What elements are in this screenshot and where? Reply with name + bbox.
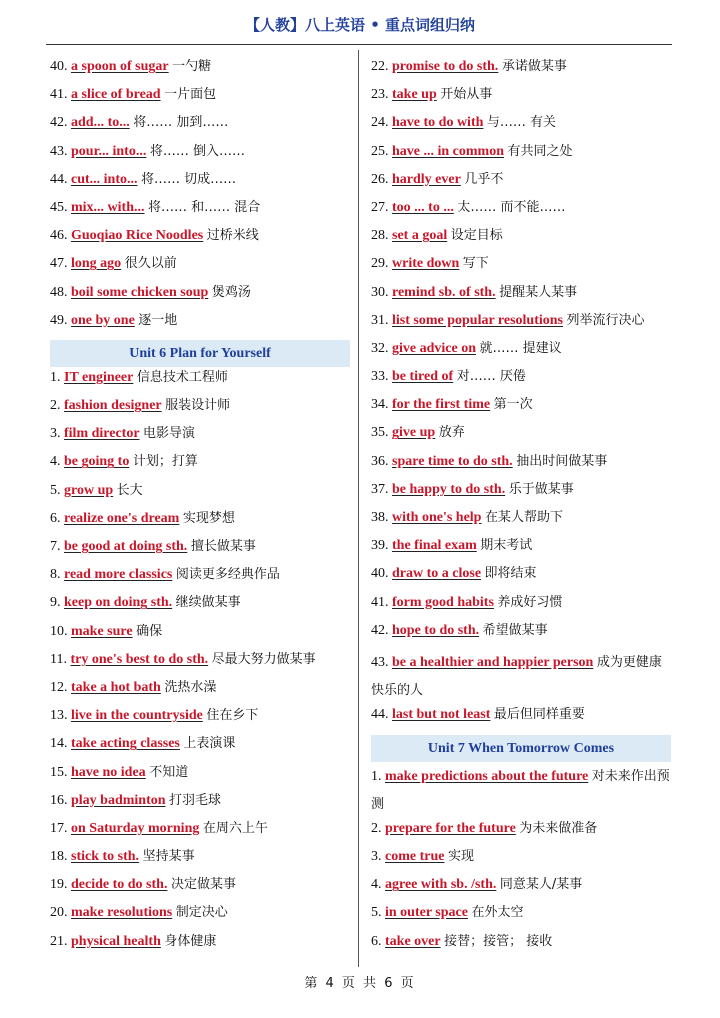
phrase-entry	[371, 339, 671, 367]
entry-number: 24.	[371, 115, 392, 131]
english-phrase: stick to sth.	[71, 849, 140, 865]
chinese-meaning: 将…… 倒入……	[149, 143, 245, 159]
entry-number: 10.	[50, 623, 71, 639]
chinese-meaning: 列举流行决心	[566, 312, 645, 328]
entry-number: 42.	[50, 115, 71, 131]
phrase-entry	[371, 57, 671, 85]
entry-number: 6.	[50, 510, 64, 526]
header-rule	[46, 44, 672, 45]
english-phrase: for the first time	[392, 397, 491, 413]
english-phrase: spare time to do sth.	[392, 453, 513, 469]
chinese-meaning: 逐一地	[138, 312, 178, 328]
chinese-meaning: 一勺糖	[172, 59, 212, 74]
phrase-entry	[50, 113, 350, 141]
entry-number: 19.	[50, 877, 71, 893]
english-phrase: hope to do sth.	[392, 622, 480, 638]
english-phrase: have to do with	[392, 115, 484, 131]
english-phrase: in outer space	[385, 905, 468, 921]
phrase-entry	[50, 678, 350, 706]
english-phrase: one by one	[71, 312, 135, 328]
entry-number: 35.	[371, 425, 392, 441]
english-phrase: take a hot bath	[71, 679, 161, 695]
entry-number: 1.	[50, 369, 64, 385]
phrase-entry	[371, 763, 671, 819]
chinese-meaning: 服装设计师	[165, 398, 231, 414]
chinese-meaning: 写下	[462, 256, 489, 272]
phrase-entry	[50, 537, 350, 565]
chinese-meaning: 阅读更多经典作品	[175, 567, 280, 583]
english-phrase: prepare for the future	[385, 820, 516, 836]
entry-number: 23.	[371, 87, 392, 103]
phrase-entry	[50, 226, 350, 254]
phrase-entry	[50, 198, 350, 226]
entry-number: 15.	[50, 764, 71, 780]
entry-number: 29.	[371, 256, 392, 272]
entry-number: 12.	[50, 679, 71, 695]
phrase-entry	[371, 819, 671, 847]
chinese-meaning: 继续做某事	[175, 595, 241, 611]
chinese-meaning: 过桥米线	[206, 228, 259, 244]
phrase-entry	[50, 847, 350, 875]
entry-number: 4.	[50, 454, 64, 470]
chinese-meaning: 制定决心	[175, 905, 228, 921]
english-phrase: have no idea	[71, 764, 146, 780]
english-phrase: write down	[392, 256, 460, 272]
english-phrase: too ... to ...	[392, 199, 454, 215]
entry-number: 43.	[50, 143, 71, 159]
english-phrase: decide to do sth.	[71, 877, 168, 893]
chinese-meaning: 为未来做准备	[519, 820, 598, 836]
phrase-entry	[371, 564, 671, 592]
english-phrase: add... to...	[71, 115, 130, 131]
phrase-entry	[371, 283, 671, 311]
entry-number: 46.	[50, 228, 71, 244]
phrase-entry	[50, 734, 350, 762]
entry-number: 45.	[50, 199, 71, 215]
entry-number: 2.	[371, 820, 385, 836]
entry-number: 20.	[50, 905, 71, 921]
entry-number: 6.	[371, 933, 385, 949]
english-phrase: give advice on	[392, 340, 476, 356]
entry-number: 38.	[371, 510, 392, 525]
entry-number: 39.	[371, 538, 392, 554]
page-footer: 第 4 页 共 6 页	[304, 976, 416, 991]
entry-number: 37.	[371, 481, 392, 497]
phrase-entry	[50, 706, 350, 734]
chinese-meaning: 抽出时间做某事	[516, 453, 608, 469]
chinese-meaning: 煲鸡汤	[211, 284, 251, 300]
chinese-meaning: 第一次	[493, 397, 533, 413]
english-phrase: give up	[392, 425, 436, 441]
chinese-meaning: 开始从事	[440, 87, 493, 103]
english-phrase: be a healthier and happier person	[392, 654, 594, 670]
entry-number: 16.	[50, 792, 71, 808]
entry-number: 17.	[50, 820, 71, 836]
english-phrase: try one's best to do sth.	[70, 651, 209, 667]
phrase-entry	[50, 565, 350, 593]
english-phrase: boil some chicken soup	[71, 284, 209, 300]
chinese-meaning: 几乎不	[464, 171, 504, 187]
entry-number: 44.	[371, 707, 392, 723]
english-phrase: grow up	[64, 482, 114, 498]
phrase-entry	[371, 508, 671, 536]
entry-number: 31.	[371, 312, 392, 328]
english-phrase: make sure	[71, 623, 133, 639]
english-phrase: be good at doing sth.	[64, 539, 188, 554]
entry-number: 47.	[50, 256, 71, 272]
phrase-entry	[371, 649, 671, 705]
phrase-entry	[50, 622, 350, 650]
chinese-meaning: 身体健康	[164, 933, 217, 949]
english-phrase: list some popular resolutions	[392, 312, 564, 328]
entry-number: 40.	[50, 59, 71, 74]
entry-number: 32.	[371, 340, 392, 356]
entry-number: 7.	[50, 539, 64, 554]
english-phrase: play badminton	[71, 792, 166, 808]
phrase-entry	[371, 847, 671, 875]
english-phrase: promise to do sth.	[392, 59, 499, 74]
entry-number: 11.	[50, 651, 71, 667]
chinese-meaning: 打羽毛球	[169, 792, 222, 808]
entry-number: 36.	[371, 453, 392, 469]
english-phrase: mix... with...	[71, 199, 145, 215]
unit-heading: Unit 7 When Tomorrow Comes	[371, 735, 671, 762]
chinese-meaning: 坚持某事	[142, 849, 195, 865]
chinese-meaning: 提醒某人某事	[499, 284, 578, 300]
english-phrase: physical health	[71, 933, 161, 949]
entry-number: 13.	[50, 708, 71, 724]
chinese-meaning: 对未来作出预测	[371, 768, 670, 812]
english-phrase: take acting classes	[71, 736, 180, 752]
unit-heading: Unit 6 Plan for Yourself	[50, 340, 350, 367]
entry-number: 30.	[371, 284, 392, 300]
entry-number: 3.	[371, 849, 385, 865]
entry-number: 48.	[50, 284, 71, 300]
phrase-entry	[50, 57, 350, 85]
phrase-entry	[50, 791, 350, 819]
chinese-meaning: 希望做某事	[482, 622, 548, 638]
phrase-entry	[50, 481, 350, 509]
chinese-meaning: 洗热水澡	[164, 679, 217, 695]
english-phrase: fashion designer	[64, 398, 162, 414]
chinese-meaning: 成为更健康快乐的人	[371, 654, 662, 699]
english-phrase: make resolutions	[71, 905, 173, 921]
english-phrase: read more classics	[64, 567, 173, 583]
english-phrase: have ... in common	[392, 143, 504, 159]
entry-number: 28.	[371, 228, 392, 244]
right-column	[371, 57, 671, 960]
phrase-entry	[50, 650, 350, 678]
chinese-meaning: 即将结束	[484, 566, 537, 582]
chinese-meaning: 实现	[447, 849, 474, 865]
chinese-meaning: 养成好习惯	[497, 594, 563, 610]
phrase-entry	[50, 763, 350, 791]
chinese-meaning: 将…… 切成……	[141, 171, 237, 187]
phrase-entry	[50, 593, 350, 621]
phrase-entry	[50, 142, 350, 170]
english-phrase: remind sb. of sth.	[392, 284, 496, 300]
phrase-entry	[50, 368, 350, 396]
phrase-entry	[50, 452, 350, 480]
phrase-entry	[371, 621, 671, 649]
chinese-meaning: 在某人帮助下	[484, 510, 563, 525]
phrase-entry	[50, 170, 350, 198]
phrase-entry	[371, 593, 671, 621]
english-phrase: realize one's dream	[64, 510, 180, 526]
phrase-entry	[371, 142, 671, 170]
chinese-meaning: 太…… 而不能……	[457, 199, 566, 215]
entry-number: 8.	[50, 567, 64, 583]
chinese-meaning: 对…… 厌倦	[456, 369, 526, 385]
chinese-meaning: 期末考试	[480, 538, 533, 554]
chinese-meaning: 长大	[116, 482, 143, 498]
phrase-entry	[371, 395, 671, 423]
english-phrase: set a goal	[392, 228, 448, 244]
chinese-meaning: 电影导演	[143, 426, 196, 442]
english-phrase: come true	[385, 849, 445, 865]
entry-number: 5.	[371, 905, 385, 921]
chinese-meaning: 实现梦想	[182, 510, 235, 526]
english-phrase: take up	[392, 87, 437, 103]
chinese-meaning: 最后但同样重要	[493, 707, 585, 723]
entry-number: 4.	[371, 877, 385, 893]
left-column	[50, 57, 350, 960]
entry-number: 44.	[50, 171, 71, 187]
english-phrase: long ago	[71, 256, 122, 272]
chinese-meaning: 很久以前	[124, 256, 177, 272]
entry-number: 41.	[371, 594, 392, 610]
entry-number: 41.	[50, 87, 71, 103]
phrase-entry	[371, 367, 671, 395]
entry-number: 3.	[50, 426, 64, 442]
chinese-meaning: 在周六上午	[202, 820, 268, 836]
column-divider	[358, 50, 359, 967]
entry-number: 33.	[371, 369, 392, 385]
chinese-meaning: 尽最大努力做某事	[211, 651, 316, 667]
english-phrase: be tired of	[392, 369, 454, 385]
entry-number: 49.	[50, 312, 71, 328]
chinese-meaning: 就…… 提建议	[479, 340, 562, 356]
chinese-meaning: 不知道	[149, 764, 189, 780]
phrase-entry	[371, 113, 671, 141]
entry-number: 43.	[371, 654, 392, 670]
phrase-entry	[50, 311, 350, 339]
english-phrase: cut... into...	[71, 171, 138, 187]
phrase-entry	[50, 932, 350, 960]
chinese-meaning: 接替；接管； 接收	[444, 933, 553, 949]
phrase-entry	[50, 85, 350, 113]
phrase-entry	[50, 903, 350, 931]
page-header-title: 【人教】八上英语 • 重点词组归纳	[244, 16, 476, 34]
english-phrase: on Saturday morning	[71, 820, 200, 836]
phrase-entry	[371, 226, 671, 254]
entry-number: 26.	[371, 171, 392, 187]
chinese-meaning: 同意某人/某事	[499, 877, 583, 893]
phrase-entry	[371, 311, 671, 339]
phrase-entry	[50, 819, 350, 847]
chinese-meaning: 住在乡下	[206, 708, 259, 724]
english-phrase: with one's help	[392, 510, 482, 525]
english-phrase: draw to a close	[392, 566, 482, 582]
entry-number: 2.	[50, 398, 64, 414]
phrase-entry	[371, 170, 671, 198]
english-phrase: agree with sb. /sth.	[385, 877, 497, 893]
entry-number: 14.	[50, 736, 71, 752]
chinese-meaning: 承诺做某事	[501, 59, 567, 74]
chinese-meaning: 计划；打算	[132, 454, 198, 470]
phrase-entry	[371, 932, 671, 960]
chinese-meaning: 决定做某事	[170, 877, 236, 893]
entry-number: 25.	[371, 143, 392, 159]
phrase-entry	[50, 424, 350, 452]
chinese-meaning: 上表演课	[183, 736, 236, 752]
english-phrase: be going to	[64, 454, 130, 470]
english-phrase: live in the countryside	[71, 708, 203, 724]
phrase-entry	[371, 875, 671, 903]
english-phrase: Guoqiao Rice Noodles	[71, 228, 204, 244]
english-phrase: form good habits	[392, 594, 494, 610]
english-phrase: make predictions about the future	[385, 768, 589, 784]
phrase-entry	[371, 903, 671, 931]
entry-number: 18.	[50, 849, 71, 865]
entry-number: 9.	[50, 595, 64, 611]
entry-number: 42.	[371, 622, 392, 638]
phrase-entry	[50, 875, 350, 903]
chinese-meaning: 擅长做某事	[190, 539, 256, 554]
phrase-entry	[50, 283, 350, 311]
english-phrase: take over	[385, 933, 441, 949]
chinese-meaning: 确保	[136, 623, 163, 639]
chinese-meaning: 乐于做某事	[508, 481, 574, 497]
entry-number: 5.	[50, 482, 64, 498]
chinese-meaning: 将…… 加到……	[133, 115, 229, 131]
entry-number: 27.	[371, 199, 392, 215]
english-phrase: be happy to do sth.	[392, 481, 506, 497]
phrase-entry	[50, 254, 350, 282]
entry-number: 1.	[371, 768, 385, 784]
chinese-meaning: 与…… 有关	[486, 115, 557, 131]
chinese-meaning: 有共同之处	[507, 143, 573, 159]
phrase-entry	[50, 396, 350, 424]
english-phrase: pour... into...	[71, 143, 147, 159]
entry-number: 40.	[371, 566, 392, 582]
chinese-meaning: 一片面包	[164, 87, 217, 103]
phrase-entry	[371, 452, 671, 480]
english-phrase: IT engineer	[64, 369, 134, 385]
chinese-meaning: 放弃	[438, 425, 465, 441]
english-phrase: keep on doing sth.	[64, 595, 173, 611]
entry-number: 34.	[371, 397, 392, 413]
english-phrase: the final exam	[392, 538, 477, 554]
english-phrase: film director	[64, 426, 140, 442]
chinese-meaning: 信息技术工程师	[136, 369, 228, 385]
english-phrase: hardly ever	[392, 171, 461, 187]
chinese-meaning: 将…… 和…… 混合	[148, 199, 261, 215]
phrase-entry	[371, 536, 671, 564]
phrase-entry	[371, 705, 671, 733]
phrase-entry	[371, 423, 671, 451]
english-phrase: last but not least	[392, 707, 491, 723]
phrase-entry	[371, 85, 671, 113]
phrase-entry	[371, 254, 671, 282]
phrase-entry	[371, 198, 671, 226]
entry-number: 22.	[371, 59, 392, 74]
chinese-meaning: 在外太空	[471, 905, 524, 921]
phrase-entry	[50, 509, 350, 537]
phrase-entry	[371, 480, 671, 508]
entry-number: 21.	[50, 933, 71, 949]
english-phrase: a slice of bread	[71, 87, 161, 103]
chinese-meaning: 设定目标	[450, 228, 503, 244]
english-phrase: a spoon of sugar	[71, 59, 169, 74]
